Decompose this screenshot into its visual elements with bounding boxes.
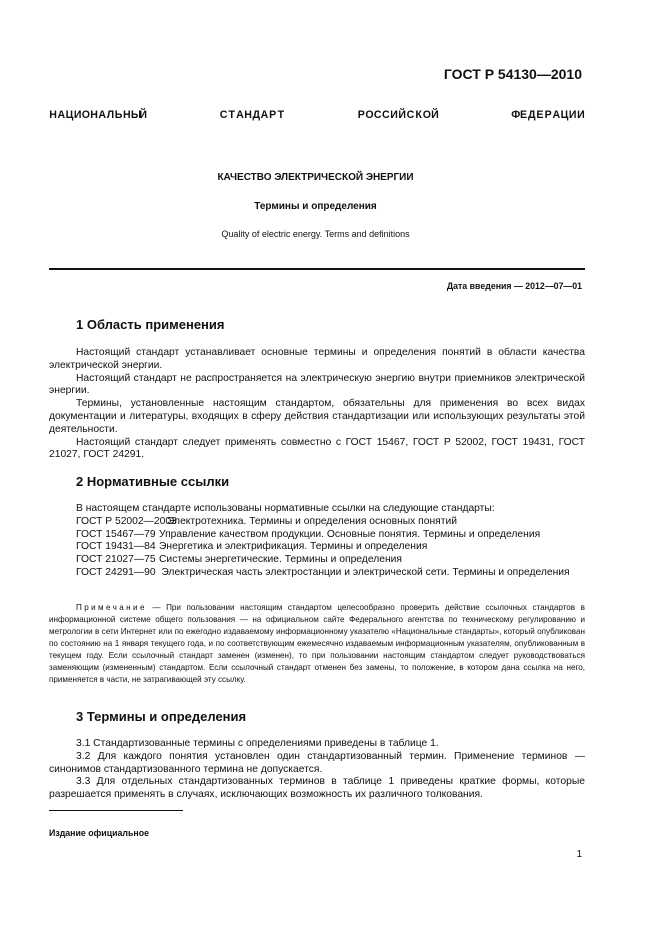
document-number: ГОСТ Р 54130—2010 (443, 66, 582, 82)
document-subtitle: Термины и определения (254, 201, 377, 212)
banner-word: СТАНДАРТ (219, 109, 285, 121)
reference-item (49, 516, 585, 529)
reference-code: ГОСТ 15467—79 (76, 528, 156, 540)
section-3-heading: 3 Термины и определения (76, 709, 247, 724)
references-intro: В настоящем стандарте использованы нормативные ссылки на следующие стандарты: (76, 503, 495, 514)
reference-item (49, 554, 585, 567)
document-title-english: Quality of electric energy. Terms and definitions (221, 229, 410, 239)
paragraph: Настоящий стандарт не распространяется на электрическую энергию внутри приемников электрической энергии. (49, 372, 585, 397)
reference-code: ГОСТ 21027—75 (76, 554, 156, 566)
reference-title: Энергетика и электрификация. Термины и определения (159, 541, 428, 553)
note-block (49, 602, 585, 686)
normative-references (49, 503, 585, 580)
section-1-body (49, 347, 585, 462)
banner-word: ФЕДЕРАЦИИ (511, 109, 585, 121)
reference-code: ГОСТ 24291—90 (76, 566, 156, 578)
reference-title: Электротехника. Термины и определения основных понятий (167, 515, 457, 527)
paragraph: 3.2 Для каждого понятия установлен один стандартизованный термин. Применение терминов — синонимов стандартизованного термина не допускается. (49, 750, 585, 775)
title-divider (49, 268, 585, 270)
banner-word: НАЦИОНАЛЬНЫЙ (49, 109, 147, 121)
reference-title: Электрическая часть электростанции и электрической сети. Термины и определения (161, 566, 570, 578)
paragraph: 3.3 Для отдельных стандартизованных терминов в таблице 1 приведены краткие формы, которые разрешается применять в случаях, исключающих возможность их различного толкования. (49, 776, 585, 801)
reference-title: Управление качеством продукции. Основные понятия. Термины и определения (159, 528, 541, 540)
reference-code: ГОСТ 19431—84 (76, 541, 156, 553)
document-title: КАЧЕСТВО ЭЛЕКТРИЧЕСКОЙ ЭНЕРГИИ (217, 172, 414, 183)
page-number: 1 (576, 849, 582, 860)
section-1-heading: 1 Область применения (76, 317, 225, 332)
banner-word: РОССИЙСКОЙ (357, 109, 439, 121)
edition-label: Издание официальное (49, 828, 149, 838)
footer-divider (49, 810, 183, 811)
note-text: — При пользовании настоящим стандартом целесообразно проверить действие ссылочных стандартов в информационной системе общего пользования — на официальном сайте Федерального агентства по техническому регулированию и метрологии в сети Интернет или по ежегодно издаваемому информационному указателю «Национальные стандарты», который опубликован по состоянию на 1 января текущего года, и по соответствующим ежемесячно издаваемым информационным указателям, опубликованным в текущем году. Если ссылочный стандарт заменен (изменен), то при пользовании настоящим стандартом следует руководствоваться заменяющим (измененным) стандартом. Если ссылочный стандарт отменен без замены, то положение, в котором дана ссылка на него, применяется в части, не затрагивающей эту ссылку. (49, 603, 585, 684)
paragraph: Термины, установленные настоящим стандартом, обязательны для применения во всех видах документации и литературы, входящих в сферу действия стандартизации или использующих результаты этой деятельности. (49, 398, 585, 435)
section-2-heading: 2 Нормативные ссылки (76, 474, 230, 489)
reference-item (49, 541, 585, 554)
reference-code: ГОСТ Р 52002—2003 (76, 515, 177, 527)
reference-title: Системы энергетические. Термины и определения (159, 554, 402, 566)
note-label: Примечание (76, 603, 147, 612)
section-3-body (49, 738, 585, 802)
standard-banner (49, 109, 585, 121)
paragraph: Настоящий стандарт следует применять совместно с ГОСТ 15467, ГОСТ Р 52002, ГОСТ 19431, ГОСТ 21027, ГОСТ 24291. (49, 436, 585, 461)
introduction-date: Дата введения — 2012—07—01 (446, 281, 582, 291)
reference-item (49, 567, 585, 580)
reference-item (49, 529, 585, 542)
paragraph: Настоящий стандарт устанавливает основные термины и определения понятий в области качества электрической энергии. (49, 347, 585, 371)
paragraph: 3.1 Стандартизованные термины с определениями приведены в таблице 1. (76, 738, 439, 749)
